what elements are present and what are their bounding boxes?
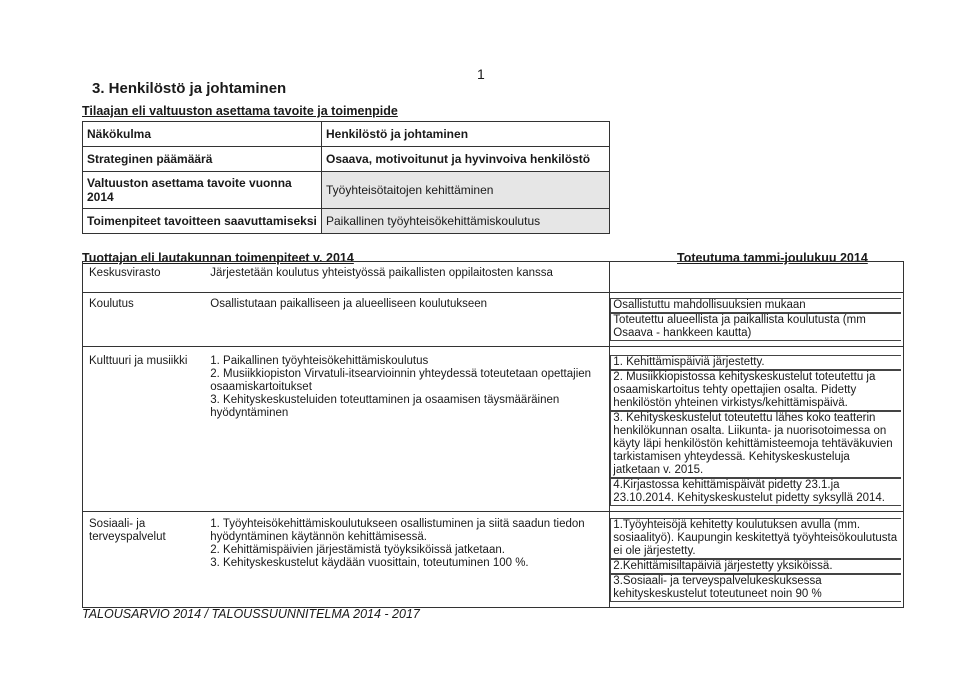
- goals-label: Valtuuston asettama tavoite vuonna 2014: [83, 172, 322, 209]
- result-item: Toteutettu alueellista ja paikallista koulutusta (mm Osaava - hankkeen kautta): [610, 313, 901, 341]
- action-cell: [202, 293, 610, 347]
- unit-cell: Sosiaali- ja terveyspalvelut: [83, 512, 203, 608]
- result-item: 1.Työyhteisöjä kehitetty koulutuksen avulla (mm. sosiaalityö). Kaupungin keskitettyä työyhteisökoulutusta ei ole järjestetty.: [610, 518, 901, 559]
- section-title: 3. Henkilöstö ja johtaminen: [92, 80, 287, 97]
- action-item: 2. Kehittämispäivien järjestämistä työyksiköissä jatketaan.: [210, 544, 505, 556]
- unit-cell: Keskusvirasto: [83, 262, 203, 293]
- page-footer: TALOUSARVIO 2014 / TALOUSSUUNNITELMA 2014 - 2017: [82, 607, 420, 621]
- result-item: Osallistuttu mahdollisuuksien mukaan: [610, 298, 901, 313]
- table-row: [83, 293, 904, 347]
- table-row: [83, 122, 610, 147]
- result-item: 1. Kehittämispäiviä järjestetty.: [610, 355, 901, 370]
- result-cell: [610, 262, 904, 293]
- actions-table-caption: Tuottajan eli lautakunnan toimenpiteet v. 2014: [82, 251, 354, 265]
- table-row: [83, 347, 904, 512]
- table-row: [83, 147, 610, 172]
- table-row: [83, 172, 610, 209]
- action-item: Järjestetään koulutus yhteistyössä paikallisten oppilaitosten kanssa: [210, 267, 553, 279]
- action-cell: [202, 262, 610, 293]
- result-item: 3. Kehityskeskustelut toteutettu lähes koko teatterin henkilökunnan osalta. Liikunta- ja nuorisotoimessa on käyty läpi henkilöstön kehittämisteemoja tehtäväkuvien tarkistamisen yhteydessä. Kehityskeskusteluja jatketaan v. 2015.: [610, 411, 901, 478]
- result-item: 2. Musiikkiopistossa kehityskeskustelut toteutettu ja osaamiskartoitus tehty opettajien osalta. Pidetty henkilöstön yhteinen virkistys/kehittämispäivä.: [610, 370, 901, 411]
- action-item: 3. Kehityskeskustelut käydään vuosittain, toteutuminen 100 %.: [210, 557, 529, 569]
- action-item: 1. Paikallinen työyhteisökehittämiskoulutus: [210, 355, 429, 367]
- action-cell: [202, 512, 610, 608]
- goals-table-caption: Tilaajan eli valtuuston asettama tavoite ja toimenpide: [82, 104, 398, 118]
- unit-cell: Kulttuuri ja musiikki: [83, 347, 203, 512]
- table-row: [83, 262, 904, 293]
- action-item: Osallistutaan paikalliseen ja alueelliseen koulutukseen: [210, 298, 488, 310]
- result-item: 2.Kehittämisiltapäiviä järjestetty yksiköissä.: [610, 559, 901, 574]
- goals-label: Strateginen päämäärä: [83, 147, 322, 172]
- goals-label: Toimenpiteet tavoitteen saavuttamiseksi: [83, 209, 322, 234]
- result-cell: [610, 347, 904, 512]
- goals-value: Henkilöstö ja johtaminen: [322, 122, 610, 147]
- goals-label: Näkökulma: [83, 122, 322, 147]
- action-item: 1. Työyhteisökehittämiskoulutukseen osallistuminen ja siitä saadun tiedon hyödyntäminen käytännön kehittämisessä.: [210, 518, 585, 543]
- goals-table: [82, 121, 610, 234]
- result-item: 3.Sosiaali- ja terveyspalvelukeskuksessa kehityskeskustelut toteutuneet noin 90 %: [610, 574, 901, 602]
- result-item: 4.Kirjastossa kehittämispäivät pidetty 23.1.ja 23.10.2014. Kehityskeskustelut pidetty syksyllä 2014.: [610, 478, 901, 506]
- goals-value: Paikallinen työyhteisökehittämiskoulutus: [322, 209, 610, 234]
- action-item: 2. Musiikkiopiston Virvatuli-itsearvioinnin yhteydessä toteutetaan opettajien osaamiskartoitukset: [210, 368, 592, 393]
- goals-value: Osaava, motivoitunut ja hyvinvoiva henkilöstö: [322, 147, 610, 172]
- result-cell: [610, 512, 904, 608]
- action-item: 3. Kehityskeskusteluiden toteuttaminen ja osaamisen täysmääräinen hyödyntäminen: [210, 394, 560, 419]
- goals-value: Työyhteisötaitojen kehittäminen: [322, 172, 610, 209]
- page-number: 1: [477, 66, 485, 82]
- table-row: [83, 512, 904, 608]
- action-cell: [202, 347, 610, 512]
- unit-cell: Koulutus: [83, 293, 203, 347]
- result-cell: [610, 293, 904, 347]
- results-column-header: Toteutuma tammi-joulukuu 2014: [677, 251, 868, 265]
- table-row: [83, 209, 610, 234]
- actions-table: [82, 261, 904, 608]
